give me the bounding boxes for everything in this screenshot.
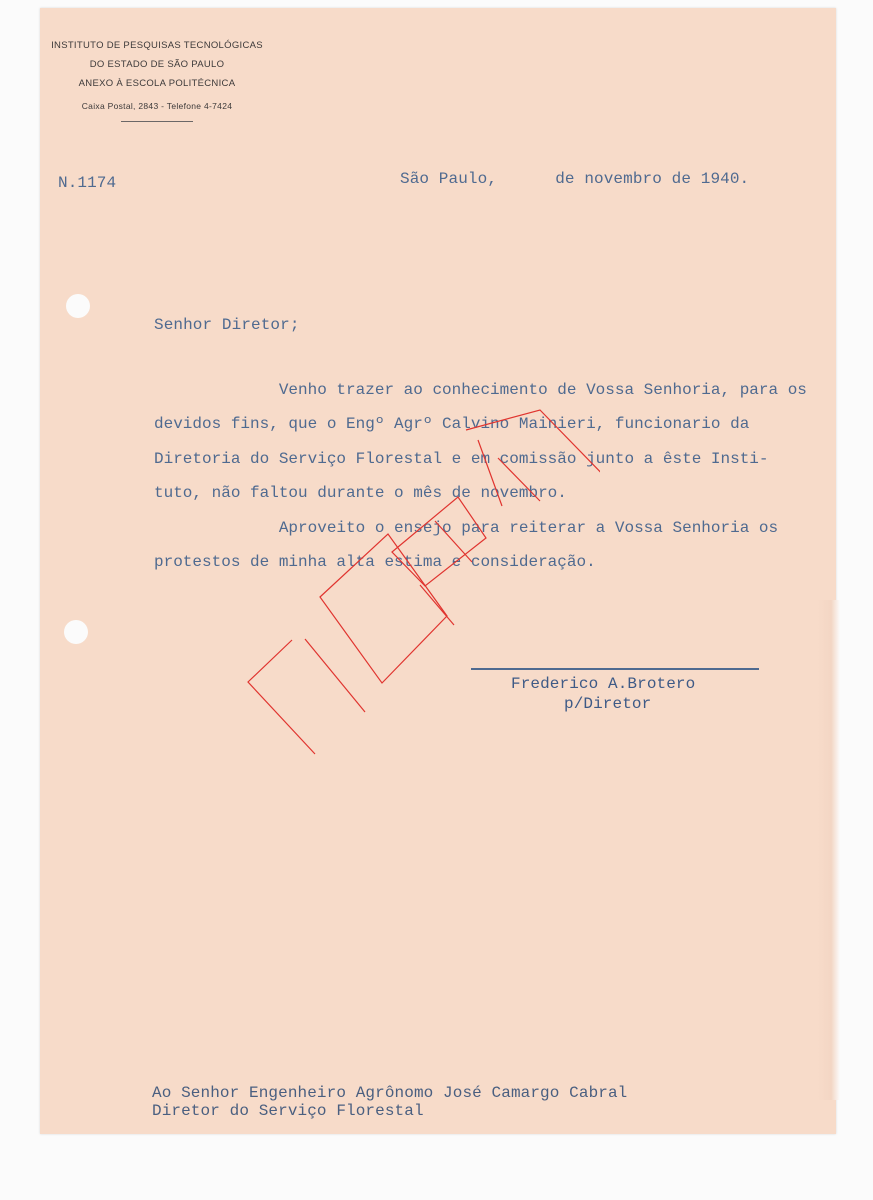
stamp-letter-a [466,410,600,488]
signature-name: Frederico A.Brotero [511,675,696,693]
stamp-letter-c [248,640,315,754]
body-line-3: Diretoria do Serviço Florestal e em comissão junto a êste Insti- [154,450,769,468]
letterhead [44,36,270,122]
copia-stamp [240,400,600,770]
letterhead-rule [121,121,193,122]
body-line-2: devidos fins, que o Engº Agrº Calvino Mainieri, funcionario da [154,415,750,433]
addressee-line-2: Diretor do Serviço Florestal [152,1102,424,1120]
stamp-letter-a-bar [498,458,540,501]
salutation: Senhor Diretor; [154,316,300,334]
stamp-letter-p [392,497,486,586]
copia-stamp-outline [248,410,600,754]
letterhead-institute: INSTITUTO DE PESQUISAS TECNOLÓGICAS [51,40,263,51]
punch-hole-bottom [64,620,88,644]
stamp-letter-o [320,534,447,683]
body-line-6: protestos de minha alta estima e consideração. [154,553,596,571]
place-date: São Paulo, de novembro de 1940. [400,170,750,188]
torn-paper-edge [818,600,840,1100]
addressee-line-1: Ao Senhor Engenheiro Agrônomo José Camargo Cabral [152,1084,628,1102]
letterhead-state: DO ESTADO DE SÃO PAULO [89,59,225,70]
stamp-letter-p-stem [420,585,454,625]
letterhead-contact: Caixa Postal, 2843 - Telefone 4-7424 [81,101,233,111]
punch-hole-top [66,294,90,318]
body-line-5: Aproveito o ensejo para reiterar a Vossa Senhoria os [154,519,779,537]
signature-title: p/Diretor [564,695,652,713]
reference-number: N.1174 [58,174,117,192]
body-line-4: tuto, não faltou durante o mês de novembro. [154,484,567,502]
letterhead-annex: ANEXO À ESCOLA POLITÉCNICA [78,78,236,89]
stamp-letter-i [435,521,472,562]
stamp-letter-a-leg [478,440,502,506]
stamp-letter-c-end [305,639,365,712]
body-line-1: Venho trazer ao conhecimento de Vossa Senhoria, para os [154,381,807,399]
